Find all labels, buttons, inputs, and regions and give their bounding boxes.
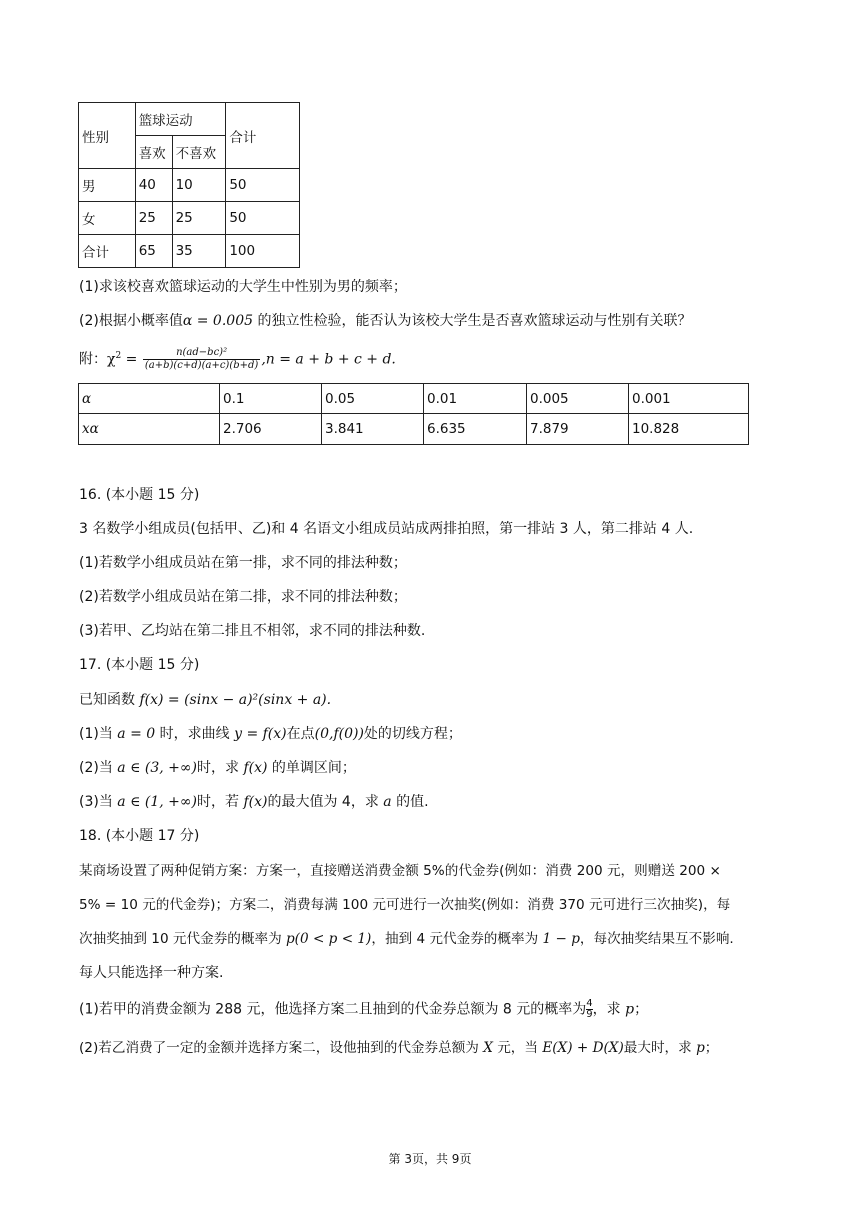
q17-part1: (1)当 a = 0 时，求曲线 y = f(x)在点(0,f(0))处的切线方程； (79, 726, 462, 742)
cell-total: 100 (226, 235, 300, 268)
q15-part2: (2)根据小概率值α = 0.005 的独立性检验，能否认为该校大学生是否喜欢篮球运动与性别有关联？ (79, 313, 692, 329)
header-gender: 性别 (79, 103, 136, 169)
q16-heading: 16. (本小题 15 分) (79, 487, 200, 503)
table-row (79, 414, 749, 445)
formula-fraction: $\frac{\text{n(ad−bc)²}}{(a+b)(c+d)(a+c)(b+d)}$ (144, 347, 259, 372)
q18-line1: 某商场设置了两种促销方案：方案一，直接赠送消费金额 5%的代金券(例如：消费 200 元，则赠送 200 × (79, 863, 721, 879)
q15-part1: (1)求该校喜欢篮球运动的大学生中性别为男的频率； (79, 279, 407, 295)
cell-dislike: 35 (172, 235, 226, 268)
alpha-value: 0.05 (322, 384, 424, 414)
cell-dislike: 25 (172, 202, 226, 235)
critical-value-table (78, 383, 749, 445)
critical-value: 10.828 (629, 414, 749, 445)
header-dislike: 不喜欢 (172, 136, 226, 169)
contingency-table (78, 102, 300, 268)
q18-part1: (1)若甲的消费金额为 288 元，他选择方案二且抽到的代金券总额为 8 元的概率为 $\frac{4}{9}$ ，求 p； (79, 998, 649, 1020)
table-row (79, 235, 300, 268)
q18-heading: 18. (本小题 17 分) (79, 828, 200, 844)
alpha-value: 0.005 (527, 384, 629, 414)
chi-square-formula: 附：$\chi^2$ = $\frac{\text{n(ad−bc)²}}{(a+b)(c+d)(a+c)(b+d)}$ ,n = a + b + c + d. (79, 347, 396, 372)
header-basketball: 篮球运动 (135, 103, 226, 136)
cell-like: 65 (135, 235, 172, 268)
row-label: 合计 (79, 235, 136, 268)
page-footer: 第 3页，共 9页 (388, 1152, 472, 1166)
alpha-value: 0.001 (629, 384, 749, 414)
q16-stem: 3 名数学小组成员(包括甲、乙)和 4 名语文小组成员站成两排拍照，第一排站 3 人，第二排站 4 人. (79, 521, 694, 537)
header-like: 喜欢 (135, 136, 172, 169)
q16-part1: (1)若数学小组成员站在第一排，求不同的排法种数； (79, 555, 407, 571)
alpha-label: α (79, 384, 220, 414)
q17-part3: (3)当 a ∈ (1, +∞)时，若 f(x)的最大值为 4，求 a 的值. (79, 794, 429, 810)
q17-part2: (2)当 a ∈ (3, +∞)时，求 f(x) 的单调区间； (79, 760, 356, 776)
critical-value: 2.706 (220, 414, 322, 445)
table-row (79, 202, 300, 235)
header-total: 合计 (226, 103, 300, 169)
table-row (79, 169, 300, 202)
critical-label: xα (79, 414, 220, 445)
table-row (79, 384, 749, 414)
q16-part3: (3)若甲、乙均站在第二排且不相邻，求不同的排法种数. (79, 623, 426, 639)
critical-value: 7.879 (527, 414, 629, 445)
q18-line4: 每人只能选择一种方案. (79, 965, 224, 981)
cell-total: 50 (226, 202, 300, 235)
critical-value: 6.635 (424, 414, 527, 445)
cell-dislike: 10 (172, 169, 226, 202)
q17-heading: 17. (本小题 15 分) (79, 657, 200, 673)
critical-value: 3.841 (322, 414, 424, 445)
row-label: 女 (79, 202, 136, 235)
row-label: 男 (79, 169, 136, 202)
q17-stem: 已知函数 f(x) = (sinx − a)²(sinx + a). (79, 692, 332, 708)
cell-total: 50 (226, 169, 300, 202)
alpha-value: 0.01 (424, 384, 527, 414)
cell-like: 40 (135, 169, 172, 202)
probability-fraction: $\frac{4}{9}$ (586, 998, 593, 1020)
q18-line3: 次抽奖抽到 10 元代金券的概率为 p(0 < p < 1)，抽到 4 元代金券的概率为 1 − p，每次抽奖结果互不影响. (79, 931, 734, 947)
cell-like: 25 (135, 202, 172, 235)
q16-part2: (2)若数学小组成员站在第二排，求不同的排法种数； (79, 589, 407, 605)
q18-part2: (2)若乙消费了一定的金额并选择方案二，设他抽到的代金券总额为 X 元，当 E(X) + D(X)最大时，求 p； (79, 1040, 719, 1056)
alpha-value: 0.1 (220, 384, 322, 414)
q18-line2: 5% = 10 元的代金券)；方案二，消费每满 100 元可进行一次抽奖(例如：消费 370 元可进行三次抽奖)，每 (79, 897, 731, 913)
